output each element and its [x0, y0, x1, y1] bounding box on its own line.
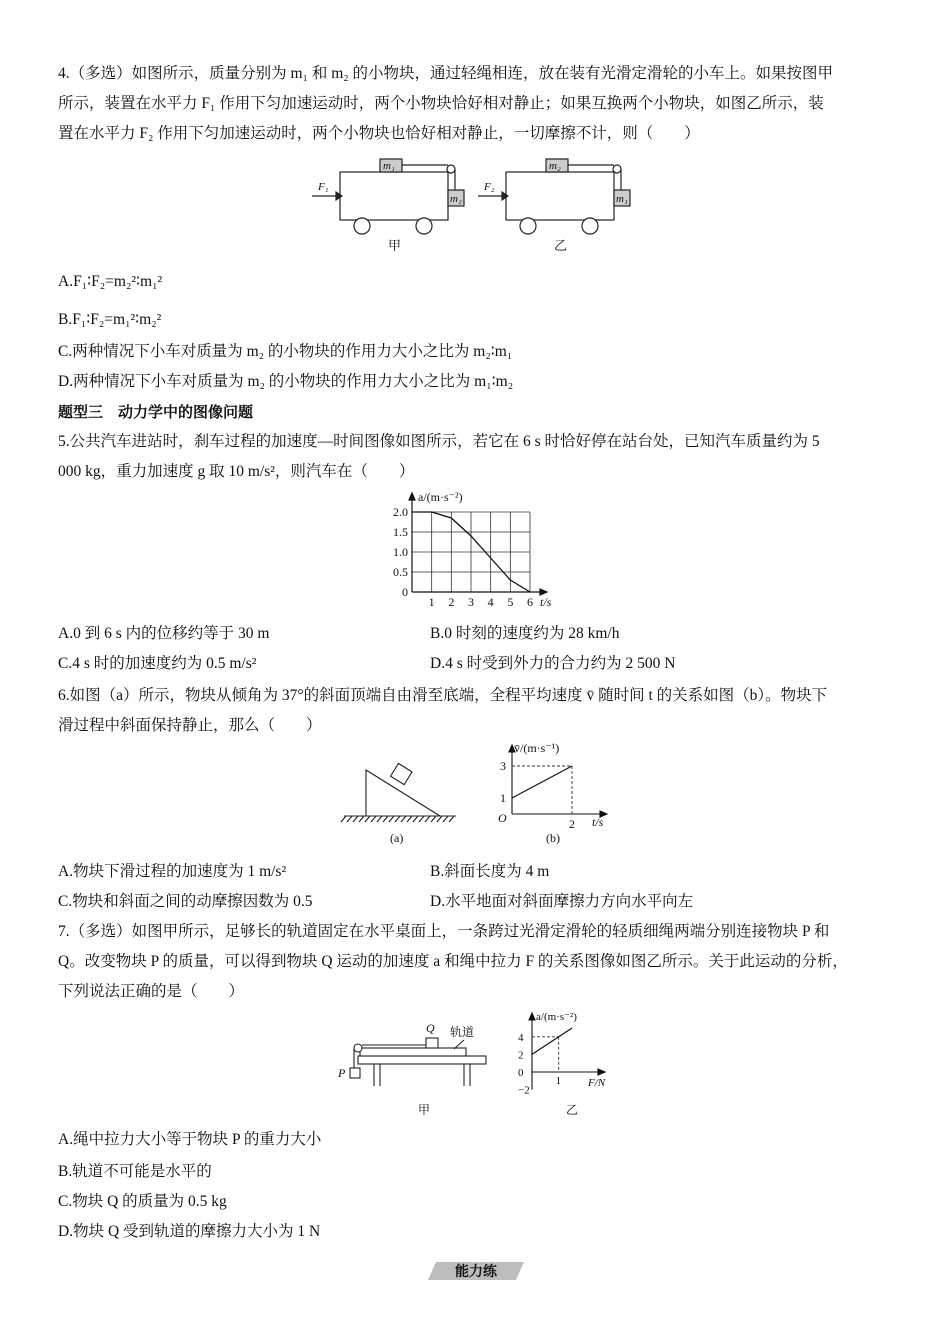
- label-m1-a: m₁: [383, 160, 395, 172]
- q6-option-a: A.物块下滑过程的加速度为 1 m/s²: [58, 863, 287, 880]
- ground-hatch-line: [359, 816, 364, 822]
- label-track: 轨道: [450, 1025, 475, 1039]
- cart-b-wheel-left: [520, 218, 536, 234]
- ground-hatch-line: [407, 816, 412, 822]
- q7-caption-jia: 甲: [418, 1103, 431, 1117]
- q4-cart-figure: [312, 152, 642, 256]
- q7-y-arrow: [529, 1013, 535, 1020]
- ground-hatch-line: [395, 816, 400, 822]
- q6-y-axis-label: v̄/(m·s⁻¹): [514, 741, 560, 755]
- q6-caption-a: (a): [390, 831, 404, 845]
- q7-option-b: B.轨道不可能是水平的: [58, 1163, 212, 1180]
- q6-origin-label: O: [498, 811, 507, 825]
- ground-hatch-line: [431, 816, 436, 822]
- q6-option-b: B.斜面长度为 4 m: [430, 863, 550, 880]
- block-q: [426, 1038, 438, 1048]
- q7-af-chart: [504, 1008, 624, 1120]
- q4-option-a: A.F₁∶F₂=m₂²∶m₁²: [58, 273, 163, 290]
- q7-caption-yi: 乙: [566, 1103, 579, 1117]
- q6-option-d: D.水平地面对斜面摩擦力方向水平向左: [430, 893, 694, 910]
- q6-incline-figure: [340, 750, 460, 850]
- q5-y-arrow: [409, 493, 415, 500]
- q6-y-tick-label: 3: [500, 759, 506, 773]
- q6-caption-b: (b): [546, 831, 560, 845]
- q7-y-tick-label: 4: [518, 1031, 524, 1044]
- q4-line1: 4.（多选）如图所示，质量分别为 m₁ 和 m₂ 的小物块，通过轻绳相连，放在装有光滑定滑轮的小车上。如果按图甲: [58, 65, 834, 82]
- caption-yi: 乙: [554, 238, 568, 253]
- block-p: [350, 1068, 360, 1078]
- q6-line1: 6.如图（a）所示，物块从倾角为 37°的斜面顶端自由滑至底端，全程平均速度 v̄ 随时间 t 的关系如图（b）。物块下: [58, 687, 828, 704]
- q7-data-line: [532, 1028, 572, 1054]
- ground-hatch-line: [383, 816, 388, 822]
- q5-line1: 5.公共汽车进站时，刹车过程的加速度—时间图像如图所示，若它在 6 s 时恰好停在站台处，已知汽车质量约为 5: [58, 433, 820, 450]
- label-f1: F₁: [318, 181, 329, 193]
- q7-y-tick-label: 0: [518, 1067, 524, 1079]
- label-f2: F₂: [484, 181, 495, 193]
- ground-hatch-line: [413, 816, 418, 822]
- q4-option-d: D.两种情况下小车对质量为 m₂ 的小物块的作用力大小之比为 m₁∶m₂: [58, 373, 514, 390]
- track-rail: [360, 1048, 466, 1056]
- q5-y-tick-label: 1.5: [393, 525, 408, 539]
- ground-hatch-line: [401, 816, 406, 822]
- q7-x-tick-label: 1: [555, 1075, 562, 1087]
- label-p: P: [338, 1066, 346, 1080]
- sliding-block: [391, 763, 413, 784]
- label-q: Q: [426, 1021, 435, 1035]
- cart-b-wheel-right: [582, 218, 598, 234]
- label-m2-b: m₂: [549, 160, 561, 172]
- ground-hatch-line: [365, 816, 370, 822]
- q5-option-c: C.4 s 时的加速度约为 0.5 m/s²: [58, 655, 257, 672]
- ground-hatch-line: [377, 816, 382, 822]
- cart-a-body: [340, 172, 448, 220]
- ground-hatch-line: [371, 816, 376, 822]
- q5-x-tick-label: 2: [448, 595, 455, 609]
- ground-hatch-line: [437, 816, 442, 822]
- q7-line2: Q。改变物块 P 的质量，可以得到物块 Q 运动的加速度 a 和绳中拉力 F 的关系图像如图乙所示。关于此运动的分析，: [58, 953, 848, 970]
- q7-y-tick-label: 2: [518, 1049, 524, 1062]
- cart-a-wheel-right: [416, 218, 432, 234]
- cart-b-body: [506, 172, 614, 220]
- ground-hatch-line: [389, 816, 394, 822]
- ability-practice-banner: [428, 1260, 524, 1282]
- q5-line2: 000 kg，重力加速度 g 取 10 m/s²，则汽车在（ ）: [58, 463, 415, 480]
- q5-y-tick-label: 0.5: [393, 565, 408, 579]
- q5-x-tick-label: 4: [487, 595, 494, 609]
- pulley-a: [447, 165, 455, 173]
- label-m1-b: m₁: [616, 193, 628, 205]
- q7-line3: 下列说法正确的是（ ）: [58, 983, 245, 1000]
- q5-y-tick-label: 0: [402, 585, 408, 599]
- q6-velocity-chart: [490, 740, 620, 850]
- q7-y-tick-label: −2: [518, 1084, 530, 1097]
- q6-line2: 滑过程中斜面保持静止，那么（ ）: [58, 717, 322, 734]
- ground-hatch-line: [443, 816, 448, 822]
- q5-option-a: A.0 到 6 s 内的位移约等于 30 m: [58, 625, 270, 642]
- q6-option-c: C.物块和斜面之间的动摩擦因数为 0.5: [58, 893, 313, 910]
- ground-hatch-line: [353, 816, 358, 822]
- banner-text: 能力练: [455, 1263, 497, 1279]
- q5-x-tick-label: 3: [468, 595, 474, 609]
- q7-option-c: C.物块 Q 的质量为 0.5 kg: [58, 1193, 227, 1210]
- q5-y-tick-label: 1.0: [393, 545, 408, 559]
- q6-x-axis-label: t/s: [592, 815, 604, 829]
- q5-option-d: D.4 s 时受到外力的合力约为 2 500 N: [430, 655, 676, 672]
- ground-hatch-line: [347, 816, 352, 822]
- q5-x-axis-label: t/s: [540, 595, 552, 609]
- q5-x-tick-label: 5: [507, 595, 514, 609]
- q5-y-tick-label: 2.0: [393, 505, 408, 519]
- ground-hatch-line: [425, 816, 430, 822]
- q5-acceleration-chart: [380, 490, 570, 612]
- q7-option-a: A.绳中拉力大小等于物块 P 的重力大小: [58, 1131, 322, 1148]
- q7-track-figure: [336, 1018, 496, 1122]
- q6-y-tick-label: 1: [500, 791, 506, 805]
- q5-option-b: B.0 时刻的速度约为 28 km/h: [430, 625, 620, 642]
- pulley-b: [613, 165, 621, 173]
- q7-line1: 7.（多选）如图甲所示，足够长的轨道固定在水平桌面上，一条跨过光滑定滑轮的轻质细绳两端分别连接物块 P 和: [58, 923, 830, 940]
- table-top: [358, 1056, 486, 1064]
- cart-a-wheel-left: [354, 218, 370, 234]
- ground-hatch-line: [341, 816, 346, 822]
- q5-y-axis-label: a/(m·s⁻²): [418, 490, 463, 504]
- q5-x-tick-label: 6: [527, 595, 533, 609]
- q6-x-tick-label: 2: [569, 817, 575, 831]
- ground-hatch-line: [419, 816, 424, 822]
- q7-x-arrow: [598, 1069, 605, 1075]
- section-heading: 题型三 动力学中的图像问题: [58, 404, 254, 421]
- q7-option-d: D.物块 Q 受到轨道的摩擦力大小为 1 N: [58, 1223, 321, 1240]
- q4-line3: 置在水平力 F₂ 作用下匀加速运动时，两个小物块也恰好相对静止，一切摩擦不计，则（ ）: [58, 125, 700, 142]
- q7-y-axis-label: a/(m·s⁻²): [536, 1011, 577, 1023]
- q6-data-line: [512, 766, 572, 798]
- label-m2-a: m₂: [450, 193, 462, 205]
- q5-x-tick-label: 1: [428, 595, 435, 609]
- ground-hatch-line: [449, 816, 454, 822]
- pulley-q7: [354, 1044, 362, 1052]
- q4-option-c: C.两种情况下小车对质量为 m₂ 的小物块的作用力大小之比为 m₂∶m₁: [58, 343, 513, 360]
- caption-jia: 甲: [388, 238, 402, 253]
- q7-x-axis-label: F/N: [588, 1077, 606, 1089]
- q4-line2: 所示，装置在水平力 F₁ 作用下匀加速运动时，两个小物块恰好相对静止；如果互换两个小物块，如图乙所示，装: [58, 95, 824, 112]
- q4-option-b: B.F₁∶F₂=m₁²∶m₂²: [58, 311, 162, 328]
